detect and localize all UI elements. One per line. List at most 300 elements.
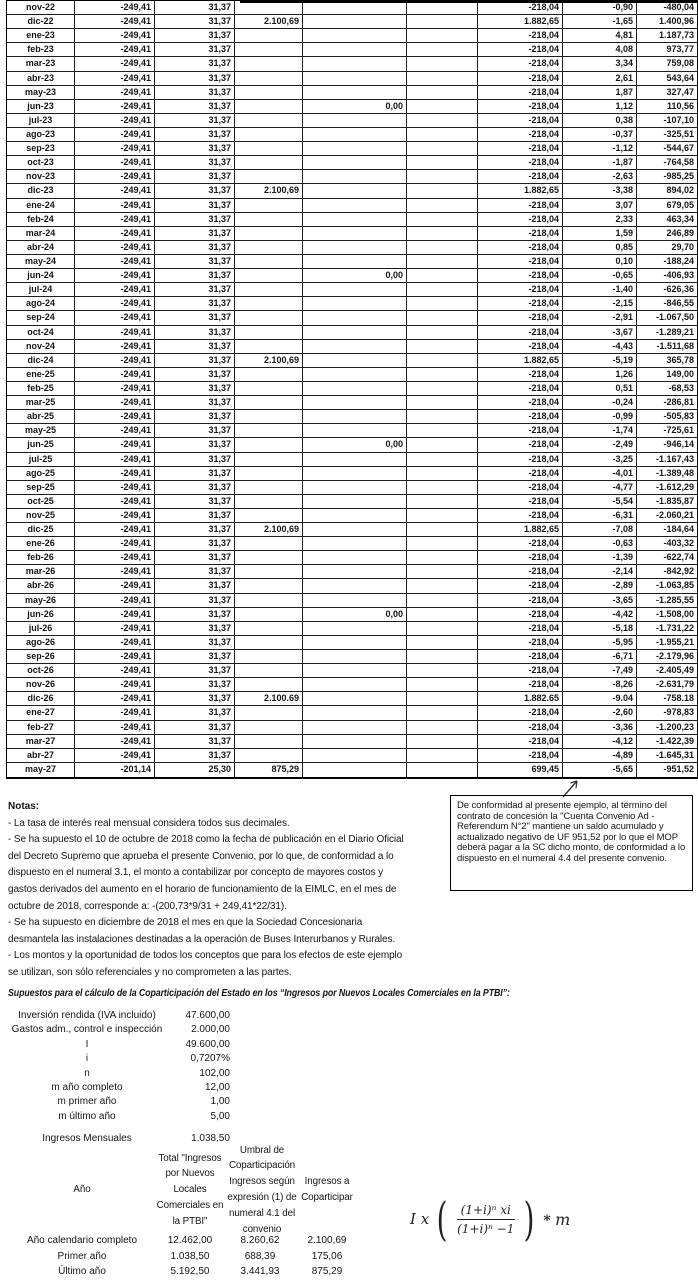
month-cell: dic-25 xyxy=(7,523,75,537)
value-cell: -249,41 xyxy=(75,721,155,735)
ingresos-mensuales-value: 1.038,50 xyxy=(191,1133,230,1144)
value-cell xyxy=(407,678,478,692)
value-cell xyxy=(407,650,478,664)
value-cell: -1.167,43 xyxy=(637,453,697,467)
coparticipacion-value: 175,06 xyxy=(311,1250,343,1262)
value-cell: -5,54 xyxy=(563,495,637,509)
value-cell xyxy=(303,142,407,156)
value-cell: 29,70 xyxy=(637,241,697,255)
value-cell: -1.645,31 xyxy=(637,749,697,763)
value-cell: 31,37 xyxy=(155,170,235,184)
value-cell xyxy=(407,453,478,467)
coparticipacion-row xyxy=(0,1249,698,1265)
value-cell: -218,04 xyxy=(478,424,563,438)
month-cell: nov-22 xyxy=(7,1,75,15)
coparticipacion-value: 3.441,93 xyxy=(240,1266,280,1278)
assumption-label: m año completo xyxy=(51,1081,123,1093)
month-cell: oct-24 xyxy=(7,326,75,340)
value-cell: -1.731,22 xyxy=(637,622,697,636)
value-cell: 31,37 xyxy=(155,438,235,452)
value-cell: 0,10 xyxy=(563,255,637,269)
value-cell: -978,83 xyxy=(637,706,697,720)
value-cell xyxy=(235,438,303,452)
value-cell: -218,04 xyxy=(478,678,563,692)
month-cell: feb-24 xyxy=(7,213,75,227)
value-cell xyxy=(407,326,478,340)
value-cell: 31,37 xyxy=(155,650,235,664)
month-cell: jul-24 xyxy=(7,283,75,297)
value-cell: -218,04 xyxy=(478,594,563,608)
value-cell xyxy=(303,326,407,340)
assumption-label: I xyxy=(85,1038,89,1050)
value-cell xyxy=(235,241,303,255)
value-cell: 2,61 xyxy=(563,72,637,86)
value-cell: -218,04 xyxy=(478,551,563,565)
value-cell: -1.612,29 xyxy=(637,481,697,495)
value-cell: -249,41 xyxy=(75,735,155,749)
value-cell: 31,37 xyxy=(155,241,235,255)
value-cell: -249,41 xyxy=(75,368,155,382)
value-cell: -2.060,21 xyxy=(637,509,697,523)
assumption-value: 12,00 xyxy=(204,1081,230,1093)
value-cell xyxy=(303,128,407,142)
value-cell: -218,04 xyxy=(478,467,563,481)
value-cell: -249,41 xyxy=(75,114,155,128)
header-ingresos-coparticipar: Ingresos a Coparticipar xyxy=(301,1176,353,1203)
value-cell xyxy=(407,622,478,636)
month-cell: mar-26 xyxy=(7,565,75,579)
value-cell: -1.422,39 xyxy=(637,735,697,749)
value-cell: 31,37 xyxy=(155,749,235,763)
value-cell: 31,37 xyxy=(155,537,235,551)
value-cell xyxy=(235,142,303,156)
formula-m: m xyxy=(555,1209,571,1229)
value-cell xyxy=(235,269,303,283)
value-cell xyxy=(235,537,303,551)
value-cell: -218,04 xyxy=(478,199,563,213)
value-cell: -249,41 xyxy=(75,43,155,57)
value-cell: 31,37 xyxy=(155,57,235,71)
note-line: desmantela las instalaciones destinadas a la operación de Buses Interurbanos y Rurales. xyxy=(8,933,396,945)
value-cell: -3,65 xyxy=(563,594,637,608)
value-cell: -403,32 xyxy=(637,537,697,551)
value-cell: -2,14 xyxy=(563,565,637,579)
value-cell xyxy=(303,509,407,523)
month-cell: abr-26 xyxy=(7,579,75,593)
value-cell: -218,04 xyxy=(478,326,563,340)
value-cell xyxy=(303,368,407,382)
value-cell xyxy=(303,495,407,509)
value-cell: 31,37 xyxy=(155,213,235,227)
value-cell: -218,04 xyxy=(478,29,563,43)
value-cell: -218,04 xyxy=(478,495,563,509)
value-cell xyxy=(235,43,303,57)
value-cell: -5,19 xyxy=(563,354,637,368)
value-cell: -842,92 xyxy=(637,565,697,579)
value-cell xyxy=(235,410,303,424)
value-cell: -218,04 xyxy=(478,396,563,410)
value-cell: -201,14 xyxy=(75,763,155,777)
value-cell xyxy=(235,453,303,467)
value-cell xyxy=(235,297,303,311)
value-cell: -249,41 xyxy=(75,749,155,763)
value-cell: 246,89 xyxy=(637,227,697,241)
value-cell: 31,37 xyxy=(155,156,235,170)
value-cell xyxy=(303,340,407,354)
value-cell: 31,37 xyxy=(155,227,235,241)
header-umbral: Umbral de Coparticipación Ingresos según expresión (1) de numeral 4.1 del convenio xyxy=(227,1144,297,1235)
value-cell: 31,37 xyxy=(155,579,235,593)
value-cell xyxy=(235,100,303,114)
value-cell: -249,41 xyxy=(75,579,155,593)
value-cell: -3,67 xyxy=(563,326,637,340)
value-cell: -1,87 xyxy=(563,156,637,170)
value-cell: -1.955,21 xyxy=(637,636,697,650)
value-cell: -218,04 xyxy=(478,43,563,57)
formula-open-paren: ( xyxy=(436,1192,448,1246)
value-cell: 31,37 xyxy=(155,368,235,382)
value-cell: -249,41 xyxy=(75,608,155,622)
value-cell: 31,37 xyxy=(155,255,235,269)
value-cell xyxy=(407,142,478,156)
value-cell: -1,65 xyxy=(563,15,637,29)
value-cell: -5,95 xyxy=(563,636,637,650)
value-cell: 31,37 xyxy=(155,636,235,650)
value-cell: -218,04 xyxy=(478,636,563,650)
value-cell: 463,34 xyxy=(637,213,697,227)
value-cell: 3,34 xyxy=(563,57,637,71)
value-cell xyxy=(407,551,478,565)
value-cell xyxy=(407,579,478,593)
value-cell: 1.400,96 xyxy=(637,15,697,29)
value-cell: -946,14 xyxy=(637,438,697,452)
coparticipacion-row xyxy=(0,1233,698,1249)
value-cell xyxy=(407,15,478,29)
value-cell: -249,41 xyxy=(75,636,155,650)
value-cell xyxy=(407,184,478,198)
value-cell xyxy=(235,495,303,509)
value-cell: -764,58 xyxy=(637,156,697,170)
value-cell: -218,04 xyxy=(478,297,563,311)
value-cell xyxy=(407,467,478,481)
value-cell xyxy=(407,29,478,43)
value-cell: -249,41 xyxy=(75,354,155,368)
value-cell xyxy=(407,43,478,57)
value-cell xyxy=(303,636,407,650)
value-cell xyxy=(407,495,478,509)
value-cell: -218,04 xyxy=(478,579,563,593)
value-cell: -4,43 xyxy=(563,340,637,354)
value-cell: -3,25 xyxy=(563,453,637,467)
value-cell: -6,31 xyxy=(563,509,637,523)
value-cell: -951,52 xyxy=(663,763,694,774)
value-cell: -1.200,23 xyxy=(637,721,697,735)
value-cell: 31,37 xyxy=(155,453,235,467)
value-cell: 759,08 xyxy=(637,57,697,71)
value-cell: -218,04 xyxy=(478,57,563,71)
value-cell xyxy=(303,114,407,128)
value-cell xyxy=(407,340,478,354)
value-cell: -249,41 xyxy=(75,57,155,71)
assumption-value: 49.600,00 xyxy=(185,1038,230,1050)
assumption-row xyxy=(0,1052,698,1066)
note-line: - Se ha supuesto el 10 de octubre de 2018 como la fecha de publicación en el Diario Oficial xyxy=(8,834,404,846)
value-cell: 31,37 xyxy=(155,594,235,608)
value-cell xyxy=(407,481,478,495)
value-cell: -249,41 xyxy=(75,692,155,706)
month-cell: jun-26 xyxy=(7,608,75,622)
value-cell: 4,81 xyxy=(563,29,637,43)
month-cell: sep-23 xyxy=(7,142,75,156)
value-cell xyxy=(407,664,478,678)
value-cell: -218,04 xyxy=(478,311,563,325)
month-cell: sep-25 xyxy=(7,481,75,495)
value-cell: 2.100,69 xyxy=(235,523,303,537)
coparticipacion-formula xyxy=(410,1180,580,1258)
value-cell: -480,04 xyxy=(637,1,697,15)
value-cell: -249,41 xyxy=(75,594,155,608)
value-cell xyxy=(235,424,303,438)
value-cell xyxy=(303,57,407,71)
value-cell: -249,41 xyxy=(75,128,155,142)
value-cell: 0,00 xyxy=(303,438,407,452)
value-cell: -249,41 xyxy=(75,311,155,325)
assumption-row xyxy=(0,1023,698,1037)
value-cell: 31,37 xyxy=(155,354,235,368)
month-cell: may-24 xyxy=(7,255,75,269)
ingresos-mensuales-row xyxy=(0,1131,698,1146)
value-cell: 31,37 xyxy=(155,340,235,354)
month-cell: oct-23 xyxy=(7,156,75,170)
value-cell: -218,04 xyxy=(478,227,563,241)
value-cell: -218,04 xyxy=(478,72,563,86)
value-cell: -249,41 xyxy=(75,622,155,636)
value-cell: -218,04 xyxy=(478,537,563,551)
value-cell: 31,37 xyxy=(155,128,235,142)
formula-asterisk: * xyxy=(543,1212,551,1229)
value-cell: -249,41 xyxy=(75,227,155,241)
value-cell: 31,37 xyxy=(155,678,235,692)
value-cell: 31,37 xyxy=(155,565,235,579)
month-cell: jul-26 xyxy=(7,622,75,636)
callout-text: De conformidad al presente ejemplo, al término del contrato de concesión la "Cuenta Convenio Ad - Referendum N°2" mantiene un saldo acumulado y actualizado negativo de UF 951,52 por lo que el MOP deberá pagar a la SC dicho monto, de conformidad a lo dispuesto en el numeral 4.4 del presente convenio. xyxy=(457,800,686,864)
value-cell xyxy=(235,594,303,608)
value-cell xyxy=(407,735,478,749)
value-cell xyxy=(235,749,303,763)
value-cell: -2,91 xyxy=(563,311,637,325)
month-cell: dic-24 xyxy=(7,354,75,368)
value-cell xyxy=(407,438,478,452)
value-cell xyxy=(235,340,303,354)
value-cell: -218,04 xyxy=(478,410,563,424)
supuestos-title: Supuestos para el cálculo de la Coparticipación del Estado en los “Ingresos por Nuevos Locales Comerciales en la PTBI”: xyxy=(8,988,510,999)
value-cell: 31,37 xyxy=(155,43,235,57)
value-cell: -2,60 xyxy=(563,706,637,720)
coparticipacion-row xyxy=(0,1264,698,1280)
value-cell: -249,41 xyxy=(75,213,155,227)
value-cell: 31,37 xyxy=(155,199,235,213)
note-line: del Decreto Supremo que aprueba el presente Convenio, por lo que, de conformidad a lo xyxy=(8,850,394,862)
value-cell xyxy=(303,354,407,368)
value-cell: -9.04 xyxy=(563,692,637,706)
month-cell: nov-26 xyxy=(7,678,75,692)
value-cell: 973,77 xyxy=(637,43,697,57)
month-cell: abr-27 xyxy=(7,749,75,763)
value-cell xyxy=(407,255,478,269)
assumption-row xyxy=(0,1009,698,1023)
value-cell: -6,71 xyxy=(563,650,637,664)
value-cell: -218,04 xyxy=(478,481,563,495)
month-cell: ago-23 xyxy=(7,128,75,142)
value-cell: -626,36 xyxy=(637,283,697,297)
ingresos-mensuales-label: Ingresos Mensuales xyxy=(42,1133,132,1144)
value-cell: -3,38 xyxy=(563,184,637,198)
month-cell: sep-24 xyxy=(7,311,75,325)
month-cell: mar-27 xyxy=(7,735,75,749)
value-cell: -2.405,49 xyxy=(637,664,697,678)
value-cell: -249,41 xyxy=(75,199,155,213)
value-cell: -249,41 xyxy=(75,326,155,340)
value-cell xyxy=(407,608,478,622)
value-cell: 365,78 xyxy=(637,354,697,368)
note-line: octubre de 2018, corresponde a: -(200,73*9/31 + 249,41*22/31). xyxy=(8,900,287,912)
value-cell: 31,37 xyxy=(155,142,235,156)
value-cell xyxy=(407,523,478,537)
value-cell xyxy=(407,706,478,720)
value-cell xyxy=(303,579,407,593)
value-cell xyxy=(407,114,478,128)
value-cell: 31,37 xyxy=(155,283,235,297)
value-cell: 31,37 xyxy=(155,664,235,678)
formula-prefix: I x xyxy=(410,1210,430,1228)
month-cell: dic-22 xyxy=(7,15,75,29)
value-cell: -218,04 xyxy=(478,86,563,100)
value-cell xyxy=(235,283,303,297)
month-cell: feb-27 xyxy=(7,721,75,735)
value-cell: -4,12 xyxy=(563,735,637,749)
value-cell: 31,37 xyxy=(155,269,235,283)
value-cell: 31,37 xyxy=(155,424,235,438)
value-cell: 0,38 xyxy=(563,114,637,128)
value-cell xyxy=(235,114,303,128)
value-cell: 2.100,69 xyxy=(235,354,303,368)
value-cell: -218,04 xyxy=(478,650,563,664)
assumption-label: n xyxy=(84,1067,90,1079)
value-cell xyxy=(235,551,303,565)
note-line: gastos derivados del aumento en el horario de funcionamiento de la EIMLC, en el mes de xyxy=(8,883,397,895)
value-cell xyxy=(407,311,478,325)
month-cell: jun-24 xyxy=(7,269,75,283)
month-cell: ago-26 xyxy=(7,636,75,650)
coparticipacion-value: 8.260,62 xyxy=(240,1235,280,1246)
value-cell: 31,37 xyxy=(155,72,235,86)
value-cell: -218,04 xyxy=(478,283,563,297)
value-cell xyxy=(303,199,407,213)
value-cell xyxy=(235,72,303,86)
value-cell xyxy=(303,678,407,692)
value-cell: -1.835,87 xyxy=(637,495,697,509)
value-cell: -249,41 xyxy=(75,100,155,114)
value-cell: -1.285,55 xyxy=(637,594,697,608)
month-cell: mar-24 xyxy=(7,227,75,241)
value-cell: -249,41 xyxy=(75,184,155,198)
value-cell xyxy=(303,255,407,269)
assumption-label: i xyxy=(85,1053,89,1065)
value-cell: -249,41 xyxy=(75,340,155,354)
value-cell: 149,00 xyxy=(637,368,697,382)
value-cell xyxy=(407,721,478,735)
value-cell: 31,37 xyxy=(155,706,235,720)
value-cell xyxy=(303,763,407,777)
value-cell: -184,64 xyxy=(637,523,697,537)
value-cell: -249,41 xyxy=(75,551,155,565)
value-cell xyxy=(407,1,478,15)
value-cell xyxy=(235,721,303,735)
value-cell: 31,37 xyxy=(155,396,235,410)
assumption-label: m primer año xyxy=(57,1096,117,1108)
value-cell: -218,04 xyxy=(478,114,563,128)
value-cell xyxy=(303,241,407,255)
assumption-value: 0,7207% xyxy=(190,1053,230,1065)
value-cell xyxy=(407,227,478,241)
value-cell xyxy=(303,410,407,424)
value-cell: -0,24 xyxy=(563,396,637,410)
coparticipacion-table-header xyxy=(0,1146,698,1234)
value-cell: 31,37 xyxy=(155,608,235,622)
value-cell: -218,04 xyxy=(478,382,563,396)
value-cell xyxy=(303,156,407,170)
coparticipacion-value: 2.100,69 xyxy=(307,1235,347,1246)
value-cell: -406,93 xyxy=(637,269,697,283)
value-cell: -68,53 xyxy=(637,382,697,396)
value-cell: -4,77 xyxy=(563,481,637,495)
value-cell: -7,49 xyxy=(563,664,637,678)
value-cell xyxy=(407,213,478,227)
value-cell xyxy=(303,537,407,551)
value-cell: -107,10 xyxy=(637,114,697,128)
value-cell: -1.063,85 xyxy=(637,579,697,593)
value-cell: 894,02 xyxy=(637,184,697,198)
value-cell: -249,41 xyxy=(75,142,155,156)
month-cell: abr-24 xyxy=(7,241,75,255)
value-cell: 31,37 xyxy=(155,86,235,100)
value-cell xyxy=(407,537,478,551)
value-cell xyxy=(407,594,478,608)
value-cell: 31,37 xyxy=(155,495,235,509)
value-cell: -218,04 xyxy=(478,622,563,636)
value-cell xyxy=(303,749,407,763)
month-cell: abr-23 xyxy=(7,72,75,86)
value-cell: -2.631,79 xyxy=(637,678,697,692)
value-cell: -218,04 xyxy=(478,128,563,142)
value-cell xyxy=(235,57,303,71)
table-top-rule xyxy=(240,0,697,3)
month-cell: ene-25 xyxy=(7,368,75,382)
value-cell xyxy=(303,453,407,467)
value-cell xyxy=(303,184,407,198)
value-cell: -505,83 xyxy=(637,410,697,424)
assumption-label: Gastos adm., control e inspección xyxy=(11,1024,163,1036)
value-cell: -5,18 xyxy=(563,622,637,636)
value-cell: -249,41 xyxy=(75,396,155,410)
value-cell xyxy=(235,255,303,269)
value-cell: -1,39 xyxy=(563,551,637,565)
value-cell xyxy=(407,283,478,297)
value-cell xyxy=(303,735,407,749)
value-cell: -2,63 xyxy=(563,170,637,184)
value-cell: -544,67 xyxy=(637,142,697,156)
value-cell xyxy=(303,424,407,438)
